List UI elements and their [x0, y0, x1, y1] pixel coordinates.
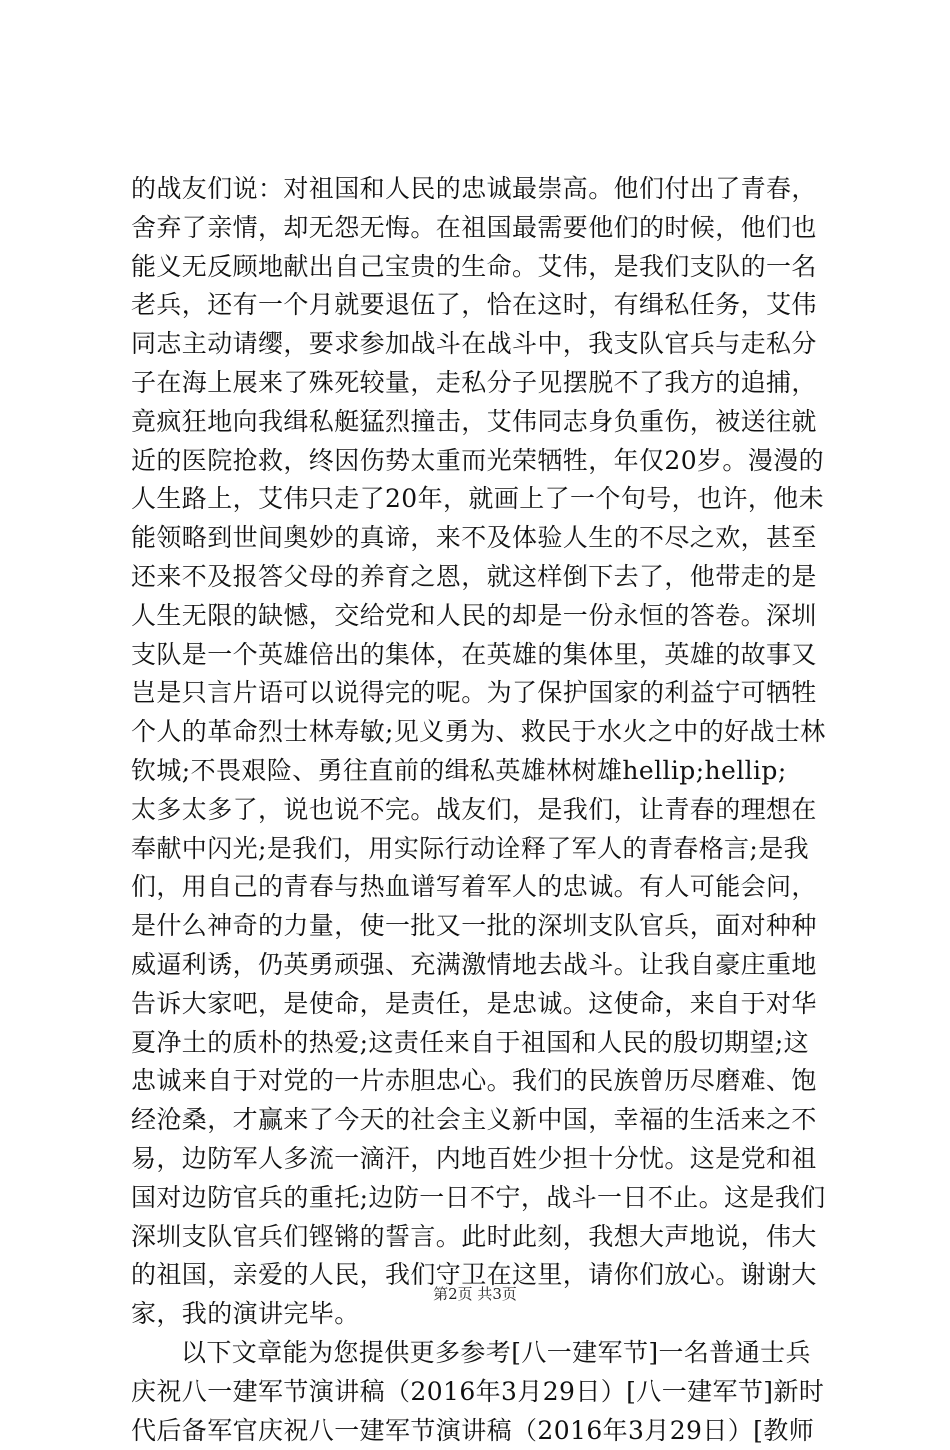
text-line: 的战友们说：对祖国和人民的忠诚最崇高。他们付出了青春， — [131, 170, 831, 209]
text-line: 能领略到世间奥妙的真谛，来不及体验人生的不尽之欢，甚至 — [131, 519, 831, 558]
paragraph-first-line: 以下文章能为您提供更多参考[八一建军节]一名普通士兵 — [131, 1334, 831, 1373]
text-line: 们，用自己的青春与热血谱写着军人的忠诚。有人可能会问， — [131, 868, 831, 907]
text-line: 个人的革命烈士林寿敏;见义勇为、救民于水火之中的好战士林 — [131, 713, 831, 752]
text-line: 岂是只言片语可以说得完的呢。为了保护国家的利益宁可牺牲 — [131, 674, 831, 713]
text-line: 子在海上展来了殊死较量，走私分子见摆脱不了我方的追捕， — [131, 364, 831, 403]
text-line: 老兵，还有一个月就要退伍了，恰在这时，有缉私任务，艾伟 — [131, 286, 831, 325]
text-line: 庆祝八一建军节演讲稿（2016年3月29日）[八一建军节]新时 — [131, 1373, 831, 1412]
text-line: 支队是一个英雄倍出的集体，在英雄的集体里，英雄的故事又 — [131, 636, 831, 675]
text-line: 竟疯狂地向我缉私艇猛烈撞击，艾伟同志身负重伤，被送往就 — [131, 403, 831, 442]
text-line: 代后备军官庆祝八一建军节演讲稿（2016年3月29日）[教师 — [131, 1412, 831, 1450]
text-line: 能义无反顾地献出自己宝贵的生命。艾伟，是我们支队的一名 — [131, 248, 831, 287]
text-line: 告诉大家吧，是使命，是责任，是忠诚。这使命，来自于对华 — [131, 985, 831, 1024]
text-line: 还来不及报答父母的养育之恩，就这样倒下去了，他带走的是 — [131, 558, 831, 597]
text-line: 人生无限的缺憾，交给党和人民的却是一份永恒的答卷。深圳 — [131, 597, 831, 636]
text-line: 的祖国，亲爱的人民，我们守卫在这里，请你们放心。谢谢大 — [131, 1256, 831, 1295]
document-body — [131, 170, 831, 1450]
page-number-footer: 第2页 共3页 — [0, 1284, 950, 1304]
text-line: 人生路上，艾伟只走了20年，就画上了一个句号，也许，他未 — [131, 480, 831, 519]
text-line: 舍弃了亲情，却无怨无悔。在祖国最需要他们的时候，他们也 — [131, 209, 831, 248]
text-line: 忠诚来自于对党的一片赤胆忠心。我们的民族曾历尽磨难、饱 — [131, 1062, 831, 1101]
text-line: 家，我的演讲完毕。 — [131, 1295, 831, 1334]
text-line: 近的医院抢救，终因伤势太重而光荣牺牲，年仅20岁。漫漫的 — [131, 442, 831, 481]
text-line: 太多太多了，说也说不完。战友们，是我们，让青春的理想在 — [131, 791, 831, 830]
text-line: 奉献中闪光;是我们，用实际行动诠释了军人的青春格言;是我 — [131, 830, 831, 869]
text-line: 深圳支队官兵们铿锵的誓言。此时此刻，我想大声地说，伟大 — [131, 1218, 831, 1257]
text-line: 同志主动请缨，要求参加战斗在战斗中，我支队官兵与走私分 — [131, 325, 831, 364]
text-line: 经沧桑，才赢来了今天的社会主义新中国，幸福的生活来之不 — [131, 1101, 831, 1140]
text-line: 钦城;不畏艰险、勇往直前的缉私英雄林树雄hellip;hellip; — [131, 752, 831, 791]
text-line: 威逼利诱，仍英勇顽强、充满激情地去战斗。让我自豪庄重地 — [131, 946, 831, 985]
text-line: 夏净土的质朴的热爱;这责任来自于祖国和人民的殷切期望;这 — [131, 1024, 831, 1063]
text-line: 是什么神奇的力量，使一批又一批的深圳支队官兵，面对种种 — [131, 907, 831, 946]
text-line: 国对边防官兵的重托;边防一日不宁，战斗一日不止。这是我们 — [131, 1179, 831, 1218]
text-line: 易，边防军人多流一滴汗，内地百姓少担十分忧。这是党和祖 — [131, 1140, 831, 1179]
